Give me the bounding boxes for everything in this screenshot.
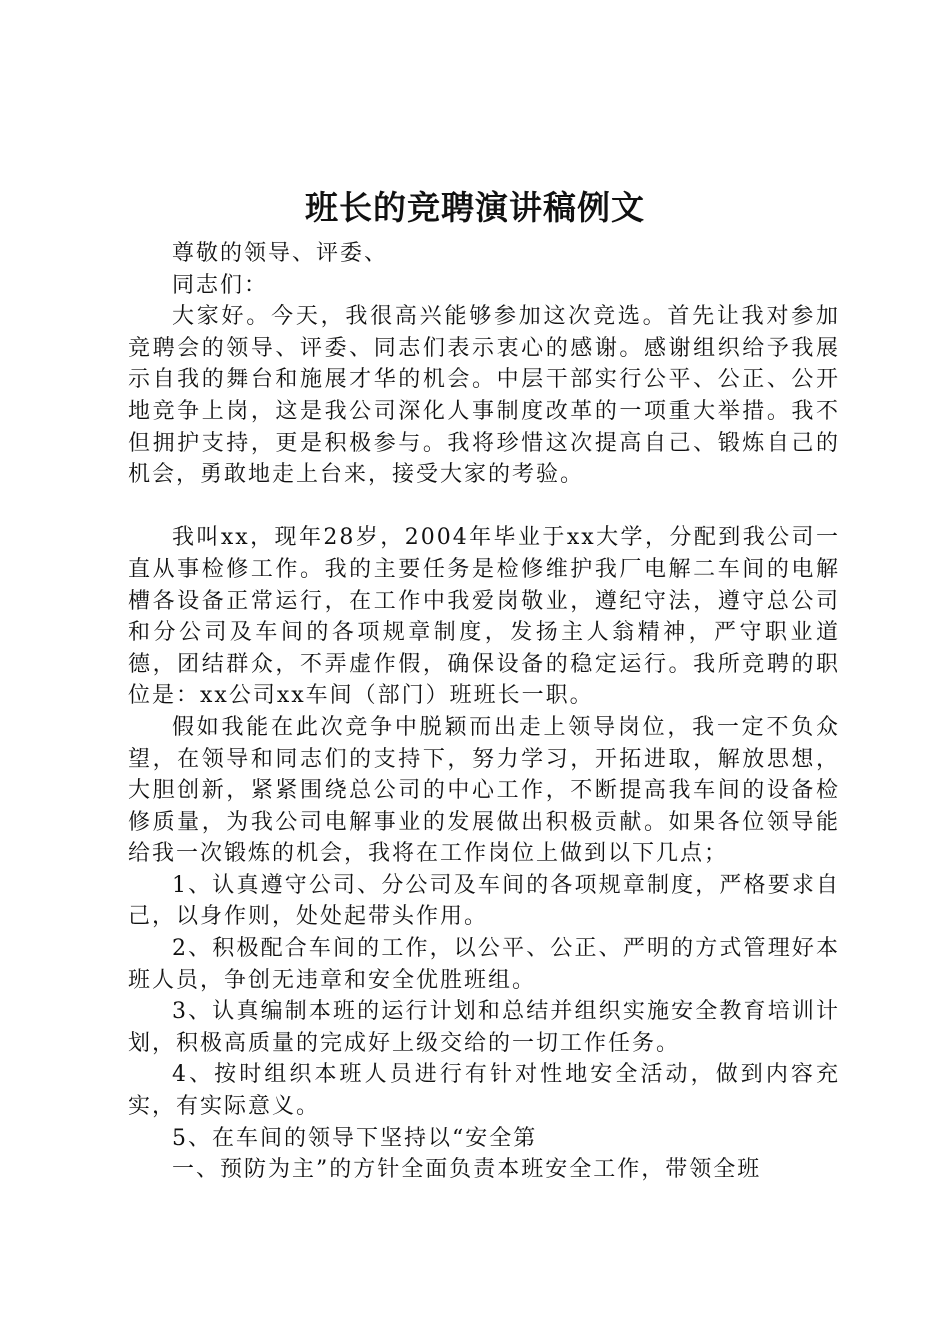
paragraph-commitment: 假如我能在此次竞争中脱颖而出走上领导岗位，我一定不负众望，在领导和同志们的支持下，努力学习，开拓进取，解放思想，大胆创新，紧紧围绕总公司的中心工作，不断提高我车间的设备检修质量，为我公司电解事业的发展做出积极贡献。如果各位领导能给我一次锻炼的机会，我将在工作岗位上做到以下几点； [128, 714, 840, 867]
list-item-4: 4、按时组织本班人员进行有针对性地安全活动，做到内容充实，有实际意义。 [128, 1062, 840, 1120]
list-item-3: 3、认真编制本班的运行计划和总结并组织实施安全教育培训计划，积极高质量的完成好上级交给的一切工作任务。 [128, 999, 840, 1056]
paragraph-greeting: 大家好。今天，我很高兴能够参加这次竞选。首先让我对参加竞聘会的领导、评委、同志们表示衷心的感谢。感谢组织给予我展示自我的舞台和施展才华的机会。中层干部实行公平、公正、公开地竞争上岗，这是我公司深化人事制度改革的一项重大举措。我不但拥护支持，更是积极参与。我将珍惜这次提高自己、锻炼自己的机会，勇敢地走上台来，接受大家的考验。 [128, 304, 840, 488]
list-item-2: 2、积极配合车间的工作，以公平、公正、严明的方式管理好本班人员，争创无违章和安全优胜班组。 [128, 936, 840, 993]
salutation-line-2: 同志们： [172, 272, 269, 298]
paragraph-self-introduction: 我叫xx，现年28岁，2004年毕业于xx大学，分配到我公司一直从事检修工作。我的主要任务是检修维护我厂电解二车间的电解槽各设备正常运行，在工作中我爱岗敬业，遵纪守法，遵守总公司和分公司及车间的各项规章制度，发扬主人翁精神，严守职业道德，团结群众，不弄虚作假，确保设备的稳定运行。我所竞聘的职位是：xx公司xx车间（部门）班班长一职。 [128, 525, 840, 709]
list-item-1: 1、认真遵守公司、分公司及车间的各项规章制度，严格要求自己，以身作则，处处起带头作用。 [128, 872, 840, 930]
document-body [128, 238, 840, 1186]
paragraph-spacer [128, 491, 840, 523]
list-item-5: 5、在车间的领导下坚持以“安全第 [172, 1125, 538, 1151]
list-item-5-continued: 一、预防为主”的方针全面负责本班安全工作，带领全班 [172, 1157, 762, 1183]
salutation-line-1: 尊敬的领导、评委、 [172, 241, 389, 266]
document-title: 班长的竞聘演讲稿例文 [305, 188, 645, 227]
